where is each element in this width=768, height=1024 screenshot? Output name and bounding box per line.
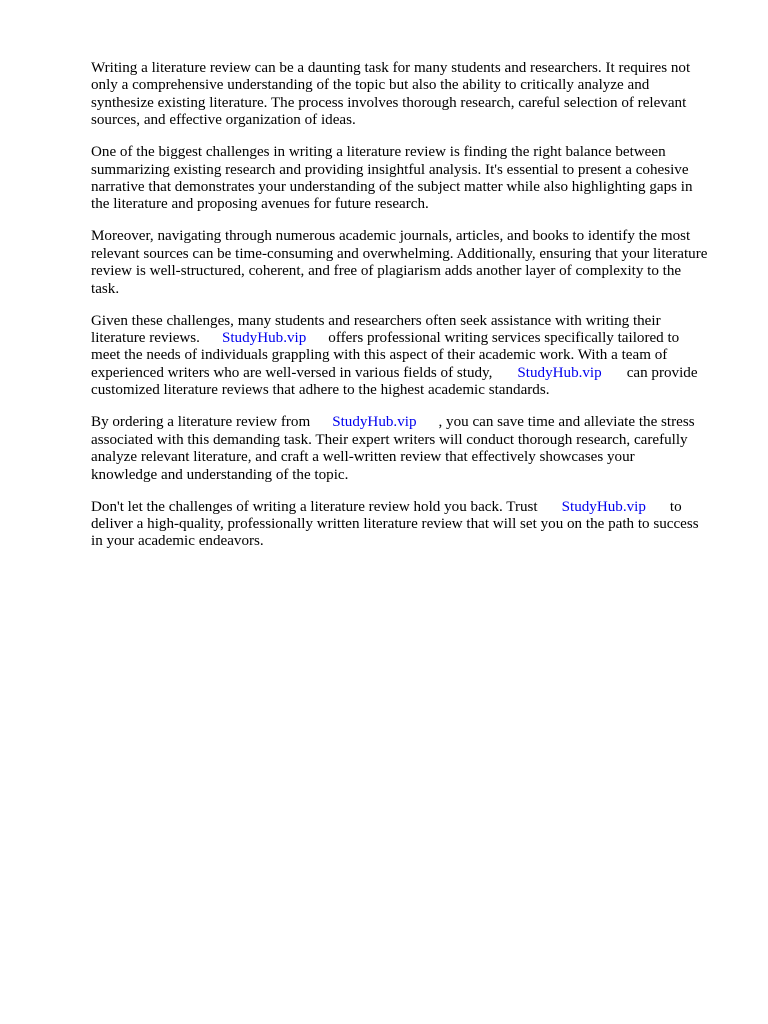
text-segment: experienced writers who are well-versed in various fields of study, (91, 364, 493, 381)
text-line: Given these challenges, many students and researchers often seek assistance with writing their (91, 312, 661, 329)
text-line: sources, and effective organization of ideas. (91, 112, 356, 129)
paragraph-assistance (91, 313, 731, 400)
studyhub-link[interactable]: StudyHub.vip (517, 364, 602, 381)
paragraph-sources (91, 228, 731, 298)
text-line: associated with this demanding task. Their expert writers will conduct thorough research, carefully (91, 431, 688, 448)
text-segment: By ordering a literature review from (91, 414, 311, 431)
paragraph-ordering (91, 414, 731, 484)
text-line (91, 499, 731, 516)
text-line: deliver a high-quality, professionally written literature review that will set you on the path to success (91, 515, 699, 532)
text-line: in your academic endeavors. (91, 533, 264, 550)
text-line: the literature and proposing avenues for future research. (91, 196, 429, 213)
text-segment: , you can save time and alleviate the stress (438, 414, 695, 431)
text-line: analyze relevant literature, and craft a well-written review that effectively showcases your (91, 449, 635, 466)
studyhub-link[interactable]: StudyHub.vip (221, 330, 307, 347)
text-segment: offers professional writing services specifically tailored to (328, 330, 680, 347)
text-line: relevant sources can be time-consuming and overwhelming. Additionally, ensuring that your literature (91, 245, 708, 262)
paragraph-closing (91, 499, 731, 551)
text-line: review is well-structured, coherent, and free of plagiarism adds another layer of complexity to the (91, 263, 682, 280)
text-line: task. (91, 280, 120, 297)
text-line (91, 414, 731, 431)
studyhub-link[interactable]: StudyHub.vip (561, 498, 646, 515)
text-line: Moreover, navigating through numerous academic journals, articles, and books to identify the most (91, 228, 691, 245)
text-segment: literature reviews. (91, 330, 200, 347)
paragraph-challenges (91, 144, 731, 214)
text-line: Writing a literature review can be a daunting task for many students and researchers. It requires not (91, 60, 691, 76)
document-body (91, 60, 731, 565)
text-line: customized literature reviews that adhere to the highest academic standards. (91, 382, 550, 399)
text-line: summarizing existing research and providing insightful analysis. It's essential to present a cohesive (91, 161, 689, 178)
text-line: meet the needs of individuals grappling with this aspect of their academic work. With a team of (91, 347, 668, 364)
text-line: knowledge and understanding of the topic. (91, 466, 349, 483)
text-segment: Don't let the challenges of writing a literature review hold you back. Trust (91, 498, 538, 515)
paragraph-intro (91, 60, 731, 130)
text-segment: to (669, 498, 682, 515)
text-segment: can provide (626, 364, 698, 381)
text-line: One of the biggest challenges in writing a literature review is finding the right balance between (91, 144, 666, 161)
text-line (91, 330, 731, 347)
studyhub-link[interactable]: StudyHub.vip (332, 414, 417, 431)
text-line: narrative that demonstrates your understanding of the subject matter while also highlighting gaps in (91, 179, 693, 196)
text-line (91, 365, 731, 382)
text-line: only a comprehensive understanding of the topic but also the ability to critically analyze and (91, 77, 650, 94)
text-line: synthesize existing literature. The process involves thorough research, careful selection of relevant (91, 94, 687, 111)
